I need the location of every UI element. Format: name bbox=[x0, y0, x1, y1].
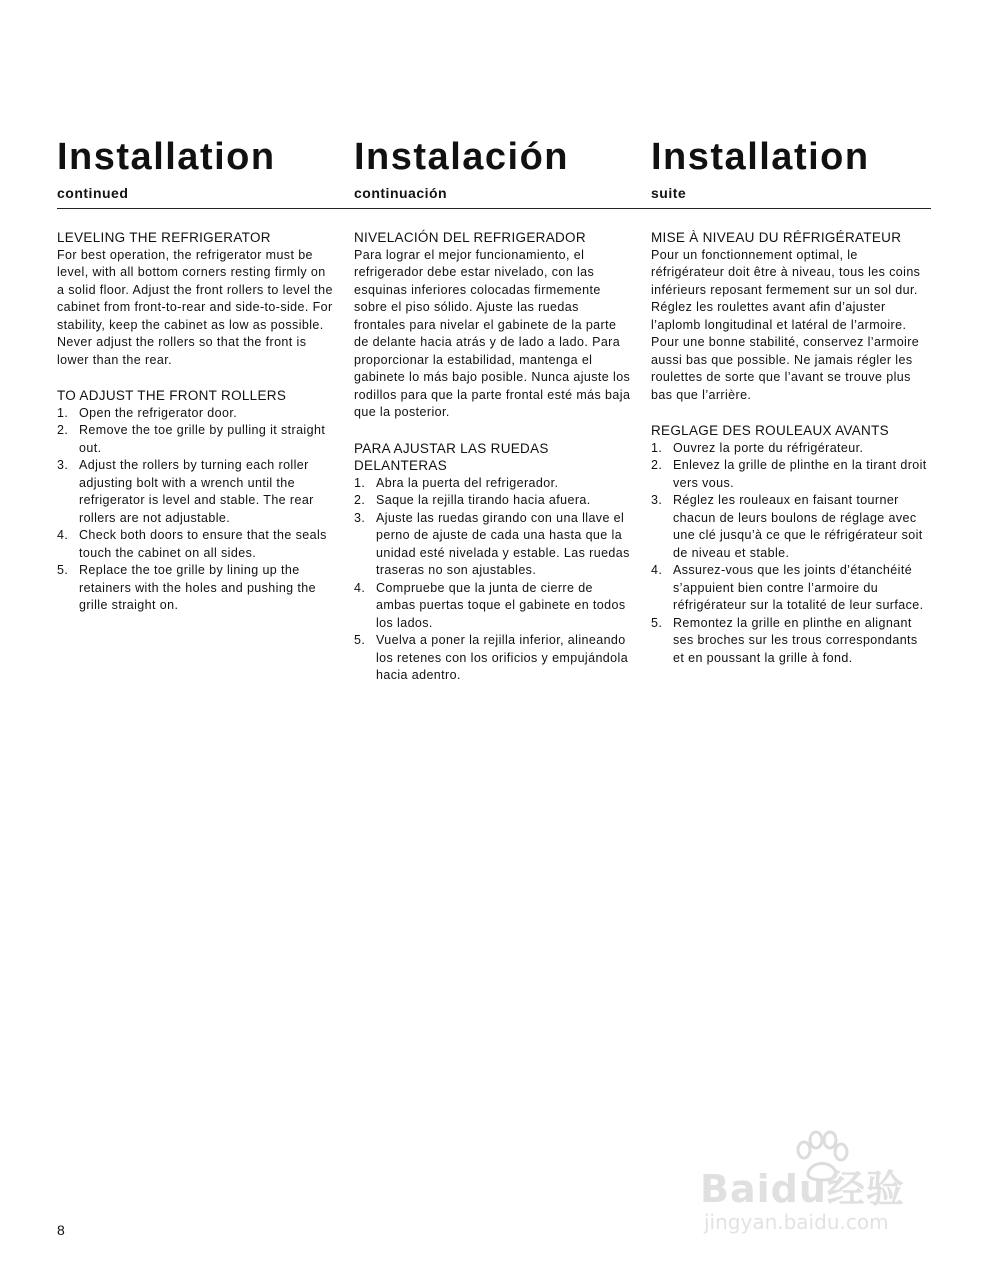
list-item bbox=[354, 580, 633, 633]
step-number: 5. bbox=[354, 633, 366, 647]
leveling-heading-french: MISE À NIVEAU DU RÉFRIGÉRATEUR bbox=[651, 230, 902, 245]
subtitle-french: suite bbox=[651, 185, 687, 201]
list-item bbox=[651, 457, 931, 492]
page-title-spanish: Instalación bbox=[354, 136, 569, 178]
page-content bbox=[57, 134, 931, 703]
step-number: 4. bbox=[651, 563, 663, 577]
step-text: Remontez la grille en plinthe en alignant ses broches sur les trous correspondants et en poussant la grille à fond. bbox=[673, 615, 918, 665]
header-french bbox=[651, 134, 931, 202]
step-text: Ajuste las ruedas girando con una llave el perno de ajuste de cada una hasta que la unidad esté nivelada y estable. Las ruedas traseras no son ajustables. bbox=[376, 510, 630, 577]
step-number: 3. bbox=[57, 458, 69, 472]
watermark-url: jingyan.baidu.com bbox=[704, 1210, 889, 1234]
list-item bbox=[651, 615, 931, 668]
list-item bbox=[57, 457, 336, 527]
page-number: 8 bbox=[57, 1222, 65, 1238]
step-text: Open the refrigerator door. bbox=[79, 405, 238, 420]
step-text: Vuelva a poner la rejilla inferior, alineando los retenes con los orificios y empujándola hacia adentro. bbox=[376, 633, 629, 682]
leveling-section-spanish bbox=[354, 229, 633, 422]
step-number: 2. bbox=[651, 458, 663, 472]
leveling-text-english: For best operation, the refrigerator must be level, with all bottom corners resting firmly on a solid floor. Adjust the front rollers to level the cabinet from front-to-rear and side-to-side. For stability, keep the cabinet as low as possible. Never adjust the rollers so that the front is lower than the rear. bbox=[57, 247, 333, 367]
rollers-heading-french: REGLAGE DES ROULEAUX AVANTS bbox=[651, 423, 889, 438]
step-number: 3. bbox=[651, 493, 663, 507]
step-number: 5. bbox=[651, 615, 663, 630]
header-divider bbox=[57, 208, 931, 209]
step-text: Assurez-vous que les joints d’étanchéité s’appuient bien contre l’armoire du réfrigérateur sur la totalité de leur surface. bbox=[673, 563, 924, 612]
step-text: Réglez les rouleaux en faisant tourner chacun de leurs boulons de réglage avec une clé jusqu’à ce que le réfrigérateur soit de niveau et stable. bbox=[673, 493, 923, 560]
column-spanish bbox=[354, 229, 651, 703]
step-text: Compruebe que la junta de cierre de ambas puertas toque el gabinete en todos los lados. bbox=[376, 580, 626, 630]
rollers-heading-spanish: PARA AJUSTAR LAS RUEDAS DELANTERAS bbox=[354, 440, 549, 473]
step-text: Replace the toe grille by lining up the retainers with the holes and pushing the grille straight on. bbox=[79, 563, 316, 612]
step-text: Remove the toe grille by pulling it straight out. bbox=[79, 423, 326, 455]
header-spanish bbox=[354, 134, 651, 202]
steps-list-spanish bbox=[354, 475, 633, 685]
list-item bbox=[354, 510, 633, 580]
column-french bbox=[651, 229, 931, 703]
step-number: 4. bbox=[354, 580, 366, 595]
list-item bbox=[354, 632, 633, 685]
leveling-text-french: Pour un fonctionnement optimal, le réfrigérateur doit être à niveau, tous les coins inférieurs reposant fermement sur un sol dur. Réglez les roulettes avant afin d’ajuster l’aplomb longitudinal et latéral de l’armoire. Pour une bonne stabilité, conservez l’armoire aussi bas que possible. Ne jamais régler les roulettes de sorte que l’avant se trouve plus bas que l’arrière. bbox=[651, 247, 921, 402]
step-text: Enlevez la grille de plinthe en la tirant droit vers vous. bbox=[673, 458, 927, 490]
step-number: 1. bbox=[651, 440, 663, 455]
list-item bbox=[57, 562, 336, 615]
subtitle-english: continued bbox=[57, 185, 129, 201]
step-text: Ouvrez la porte du réfrigérateur. bbox=[673, 440, 864, 455]
list-item bbox=[57, 405, 336, 423]
list-item bbox=[651, 492, 931, 562]
leveling-heading-spanish: NIVELACIÓN DEL REFRIGERADOR bbox=[354, 230, 586, 245]
rollers-heading-english: TO ADJUST THE FRONT ROLLERS bbox=[57, 388, 287, 403]
steps-list-french bbox=[651, 440, 931, 668]
step-text: Abra la puerta del refrigerador. bbox=[376, 475, 559, 490]
watermark bbox=[700, 1130, 935, 1240]
step-number: 1. bbox=[354, 475, 366, 490]
step-number: 2. bbox=[57, 423, 69, 437]
rollers-section-french bbox=[651, 422, 931, 667]
page-title-english: Installation bbox=[57, 136, 276, 178]
page-title-french: Installation bbox=[651, 136, 870, 178]
step-text: Saque la rejilla tirando hacia afuera. bbox=[376, 493, 591, 507]
list-item bbox=[354, 492, 633, 510]
column-english bbox=[57, 229, 354, 703]
header-english bbox=[57, 134, 354, 202]
list-item bbox=[57, 527, 336, 562]
rollers-section-spanish bbox=[354, 440, 633, 685]
list-item bbox=[651, 440, 931, 458]
steps-list-english bbox=[57, 405, 336, 615]
watermark-logo: Baidu经验 bbox=[700, 1167, 905, 1211]
leveling-text-spanish: Para lograr el mejor funcionamiento, el refrigerador debe estar nivelado, con las esquinas inferiores colocadas firmemente sobre el piso sólido. Ajuste las ruedas frontales para nivelar el gabinete de la parte de delante hacia atrás y de lado a lado. Para proporcionar la estabilidad, mantenga el gabinete lo más bajo posible. Nunca ajuste los rodillos para que la parte frontal esté más baja que la posterior. bbox=[354, 247, 631, 419]
step-number: 5. bbox=[57, 563, 69, 577]
list-item bbox=[651, 562, 931, 615]
leveling-heading-english: LEVELING THE REFRIGERATOR bbox=[57, 230, 271, 245]
step-text: Check both doors to ensure that the seals touch the cabinet on all sides. bbox=[79, 528, 327, 560]
leveling-section-english bbox=[57, 229, 336, 369]
step-number: 3. bbox=[354, 510, 366, 525]
step-text: Adjust the rollers by turning each roller adjusting bolt with a wrench until the refrigerator is level and stable. The rear rollers are not adjustable. bbox=[79, 458, 314, 525]
subtitle-spanish: continuación bbox=[354, 185, 448, 201]
leveling-section-french bbox=[651, 229, 931, 404]
step-number: 4. bbox=[57, 528, 69, 542]
rollers-section-english bbox=[57, 387, 336, 615]
header-row bbox=[57, 134, 931, 202]
list-item bbox=[354, 475, 633, 493]
list-item bbox=[57, 422, 336, 457]
content-columns bbox=[57, 229, 931, 703]
step-number: 2. bbox=[354, 493, 366, 507]
step-number: 1. bbox=[57, 405, 69, 420]
